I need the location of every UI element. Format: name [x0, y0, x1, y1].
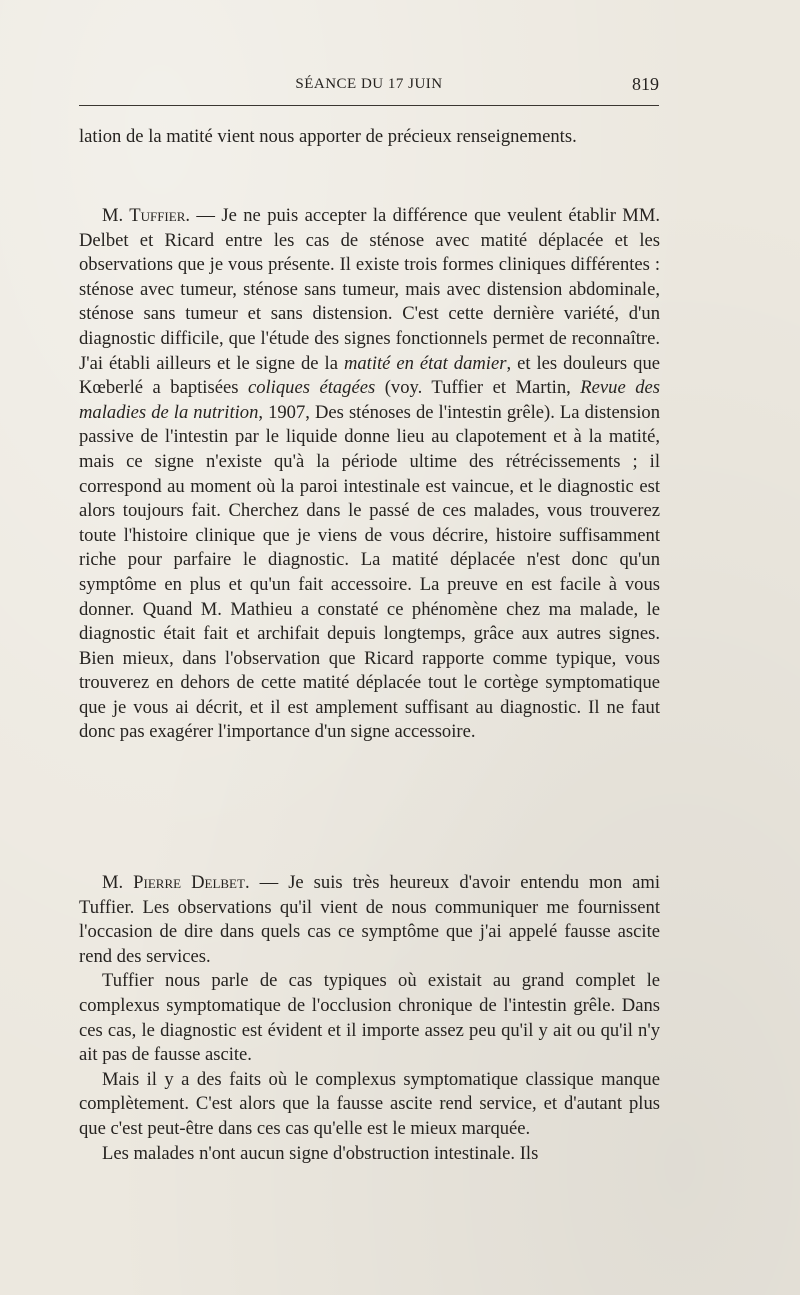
paragraph-4: Tuffier nous parle de cas typiques où existait au grand complet le complexus symptomatique de l'occlusion chronique de l'intestin grêle. Dans ces cas, le diagnostic est évident et il importe assez peu qu'il y ait ou qu'il n'y ait pas de fausse ascite.: [79, 970, 660, 1066]
page-number: 819: [632, 74, 659, 94]
tuffier-italic-1: matité en état damier: [343, 352, 507, 374]
tuffier-text: [79, 204, 660, 745]
delbet-section: [79, 871, 660, 1166]
speaker-delbet: M. Pierre Delbet.: [102, 872, 250, 893]
tuffier-italic-3: Revue des maladies de la nutrition: [79, 377, 660, 423]
tuffier-text-2: , et les douleurs que Kœberlé a baptisées: [79, 352, 660, 399]
tuffier-text-1: — Je ne puis accepter la différence que veulent établir MM. Delbet et Ricard entre les cas de sténose avec matité déplacée et les observations que je vous présente. Il existe trois formes cliniques différentes : sténose avec tumeur, sténose sans tumeur, mais avec distension abdominale, sténose sans tumeur et sans distension. C'est cette dernière variété, d'un diagnostic difficile, que l'étude des signes fonctionnels permet de reconnaître. J'ai établi ailleurs et le signe de la: [79, 205, 660, 374]
header-rule: [79, 105, 659, 106]
running-title: SÉANCE DU 17 JUIN: [295, 76, 443, 92]
speaker-tuffier: M. Tuffier.: [102, 205, 191, 226]
tuffier-paragraph: [79, 204, 660, 745]
running-header: [79, 72, 659, 98]
tuffier-italic-2: coliques étagées: [247, 377, 376, 399]
delbet-text: [79, 871, 660, 969]
paragraph-6: Les malades n'ont aucun signe d'obstruction intestinale. Ils: [102, 1142, 539, 1164]
tuffier-text-4: , 1907, Des sténoses de l'intestin grêle). La distension passive de l'intestin par le liquide donne lieu au clapotement et à la matité, mais ce signe n'existe qu'à la période ultime des rétrécissements ; il correspond au moment où la paroi intestinale est vaincue, et le diagnostic est alors toujours fait. Cherchez dans le passé de ces malades, vous trouverez toute l'histoire clinique que je viens de vous décrire, histoire suffisamment riche pour parfaire le diagnostic. La matité déplacée n'est donc qu'un symptôme en plus et qu'un fait accessoire. La preuve en est facile à vous donner. Quand M. Mathieu a constaté ce phénomène chez ma malade, le diagnostic était fait et archifait depuis longtemps, grâce aux autres signes. Bien mieux, dans l'observation que Ricard rapporte comme typique, vous trouverez en dehors de cette matité déplacée tout le cortège symptomatique que je vous ai décrit, et il est amplement suffisant au diagnostic. Il ne faut donc pas exagérer l'importance d'un signe accessoire.: [79, 401, 660, 743]
continuation-paragraph: [79, 125, 660, 150]
paragraph-5: Mais il y a des faits où le complexus symptomatique classique manque complètement. C'est alors que la fausse ascite rend service, et d'autant plus que c'est peut-être dans ces cas qu'elle est le mieux marquée.: [79, 1068, 660, 1139]
tuffier-text-3: (voy. Tuffier et Martin,: [375, 377, 581, 399]
continuation-text: lation de la matité vient nous apporter de précieux renseignements.: [79, 126, 577, 147]
delbet-text-1: — Je suis très heureux d'avoir entendu mon ami Tuffier. Les observations qu'il vient de nous communiquer me fournissent l'occasion de dire dans quels cas ce symptôme que j'ai appelé fausse ascite rend des services.: [79, 872, 660, 967]
